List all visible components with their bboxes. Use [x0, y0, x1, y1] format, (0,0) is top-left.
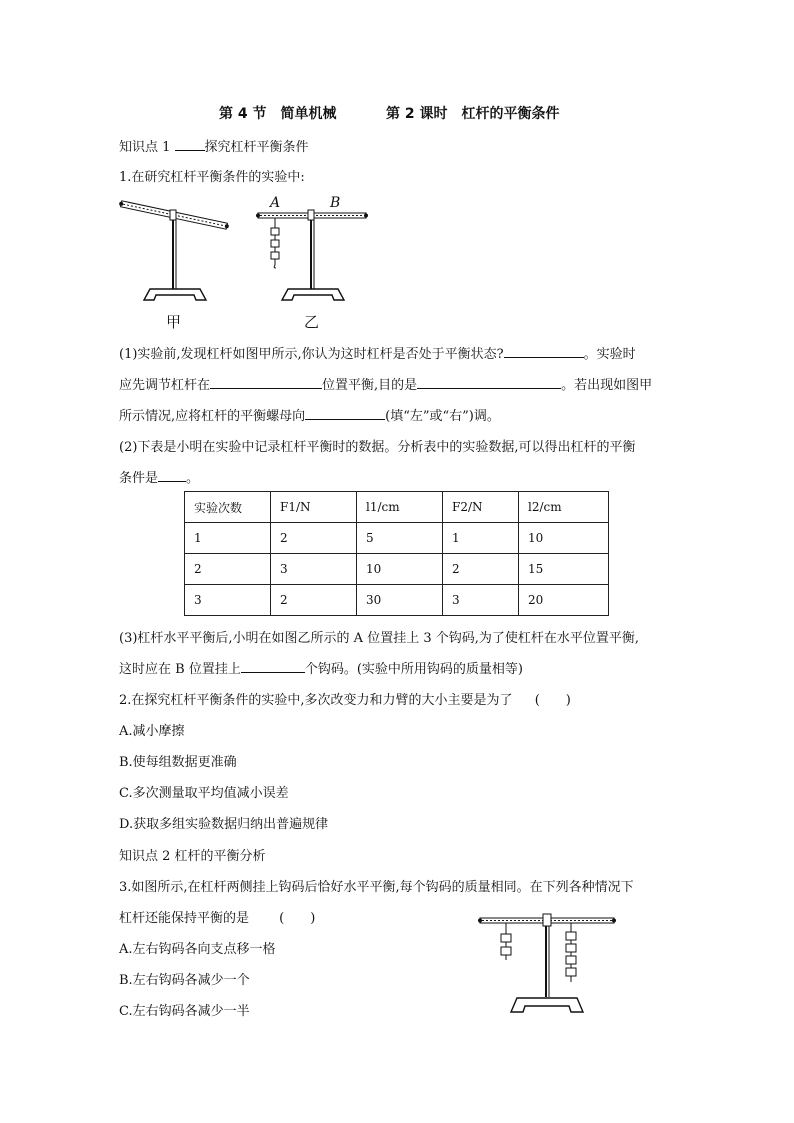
- q2-option[interactable]: B.使每组数据更准确: [119, 755, 237, 770]
- kp1-name: 探究杠杆平衡条件: [204, 140, 309, 155]
- q1-part3-text: 个钩码。(实验中所用钩码的质量相等): [304, 662, 523, 677]
- figure-yi-balanced-lever: [252, 195, 372, 305]
- q1-part3-line2: [119, 658, 523, 677]
- stand-base: [144, 289, 206, 300]
- answer-blank-position[interactable]: [210, 374, 322, 389]
- hook-weights-a: [271, 218, 279, 268]
- q1-part1-text: 位置平衡,目的是: [322, 378, 418, 393]
- hook-weights-left: [501, 923, 511, 960]
- knowledge-point-1: [119, 136, 309, 155]
- q1-part1-text: 。若出现如图甲: [561, 378, 653, 393]
- table-cell: 20: [519, 585, 609, 616]
- q1-part1-line3: [119, 405, 500, 424]
- page-title-section: 第 4 节 简单机械: [219, 106, 337, 122]
- fulcrum-pin: [308, 210, 314, 220]
- q3-option[interactable]: B.左右钩码各减少一个: [119, 973, 250, 988]
- table-header-cell: l1/cm: [357, 492, 443, 523]
- answer-blank-hook-count[interactable]: [241, 658, 305, 673]
- table-row: [185, 523, 609, 554]
- q2-option[interactable]: A.减小摩擦: [119, 724, 185, 739]
- q1-part1-text: (1)实验前,发现杠杆如图甲所示,你认为这时杠杆是否处于平衡状态?: [119, 347, 504, 362]
- table-cell: 10: [357, 554, 443, 585]
- q3-option[interactable]: A.左右钩码各向支点移一格: [119, 942, 276, 957]
- q1-part3-text: 这时应在 B 位置挂上: [119, 662, 241, 677]
- table-header-row: [185, 492, 609, 523]
- figure-q3-balanced-lever: [477, 912, 617, 1017]
- table-cell: 3: [271, 554, 357, 585]
- q1-part1-text: 所示情况,应将杠杆的平衡螺母向: [119, 409, 306, 424]
- kp1-blank[interactable]: [175, 136, 205, 151]
- stand-base: [282, 289, 344, 300]
- fig-label-a: A: [270, 195, 281, 211]
- q1-part2-line1: (2)下表是小明在实验中记录杠杆平衡时的数据。分析表中的实验数据,可以得出杠杆的平衡: [119, 440, 636, 455]
- table-cell: 5: [357, 523, 443, 554]
- q1-part2-text: 。: [186, 471, 200, 486]
- q1-part1-line2: [119, 374, 652, 393]
- table-row: [185, 585, 609, 616]
- q1-part2-text: 条件是: [119, 471, 159, 486]
- q3-option[interactable]: C.左右钩码各减少一半: [119, 1004, 250, 1019]
- fig-label-b: B: [330, 195, 341, 211]
- table-cell: 10: [519, 523, 609, 554]
- table-cell: 30: [357, 585, 443, 616]
- hook-weights-right: [566, 923, 576, 982]
- table-row: [185, 554, 609, 585]
- answer-blank-purpose[interactable]: [417, 374, 561, 389]
- q2-stem-text: 2.在探究杠杆平衡条件的实验中,多次改变力和力臂的大小主要是为了: [119, 693, 513, 708]
- q1-stem: 1.在研究杠杆平衡条件的实验中:: [119, 170, 305, 185]
- table-cell: 2: [271, 585, 357, 616]
- stand-base: [511, 998, 583, 1012]
- knowledge-point-2: 知识点 2 杠杆的平衡分析: [119, 849, 266, 864]
- experiment-data-table: [184, 491, 609, 616]
- fig-label-yi: 乙: [304, 313, 320, 331]
- q1-part1-text: 。实验时: [583, 347, 636, 362]
- table-header-cell: F2/N: [443, 492, 519, 523]
- fig-label-jia: 甲: [166, 313, 182, 331]
- q3-stem-line2: [119, 907, 315, 926]
- q2-option[interactable]: D.获取多组实验数据归纳出普遍规律: [119, 817, 329, 832]
- q2-option[interactable]: C.多次测量取平均值减小误差: [119, 786, 289, 801]
- q3-answer-bracket[interactable]: ( ): [279, 911, 316, 926]
- q1-part1-text: (填“左”或“右”)调。: [385, 409, 500, 424]
- q1-part2-line2: [119, 467, 199, 486]
- table-header-cell: l2/cm: [519, 492, 609, 523]
- q3-stem-line1: 3.如图所示,在杠杆两侧挂上钩码后恰好水平平衡,每个钩码的质量相同。在下列各种情况下: [119, 880, 634, 895]
- table-cell: 3: [443, 585, 519, 616]
- table-header-cell: 实验次数: [185, 492, 271, 523]
- answer-blank-condition[interactable]: [158, 467, 186, 482]
- table-cell: 3: [185, 585, 271, 616]
- table-cell: 1: [443, 523, 519, 554]
- q1-part1-text: 应先调节杠杆在: [119, 378, 211, 393]
- table-header-cell: F1/N: [271, 492, 357, 523]
- kp1-prefix: 知识点 1: [119, 140, 171, 155]
- figure-jia-tilted-lever: [114, 195, 234, 305]
- fulcrum-pin: [170, 210, 176, 220]
- q1-part1-line1: [119, 343, 636, 362]
- page-title-lesson: 第 2 课时 杠杆的平衡条件: [386, 106, 560, 122]
- table-cell: 15: [519, 554, 609, 585]
- table-cell: 2: [271, 523, 357, 554]
- table-cell: 1: [185, 523, 271, 554]
- answer-blank-direction[interactable]: [305, 405, 385, 420]
- fulcrum-pin: [543, 914, 551, 926]
- table-cell: 2: [443, 554, 519, 585]
- q2-stem: [119, 689, 571, 708]
- answer-blank-balanced[interactable]: [504, 343, 584, 358]
- table-cell: 2: [185, 554, 271, 585]
- q1-part3-line1: (3)杠杆水平平衡后,小明在如图乙所示的 A 位置挂上 3 个钩码,为了使杠杆在水平位置平衡,: [119, 631, 640, 646]
- q2-answer-bracket[interactable]: ( ): [534, 693, 571, 708]
- q3-stem-text: 杠杆还能保持平衡的是: [119, 911, 250, 926]
